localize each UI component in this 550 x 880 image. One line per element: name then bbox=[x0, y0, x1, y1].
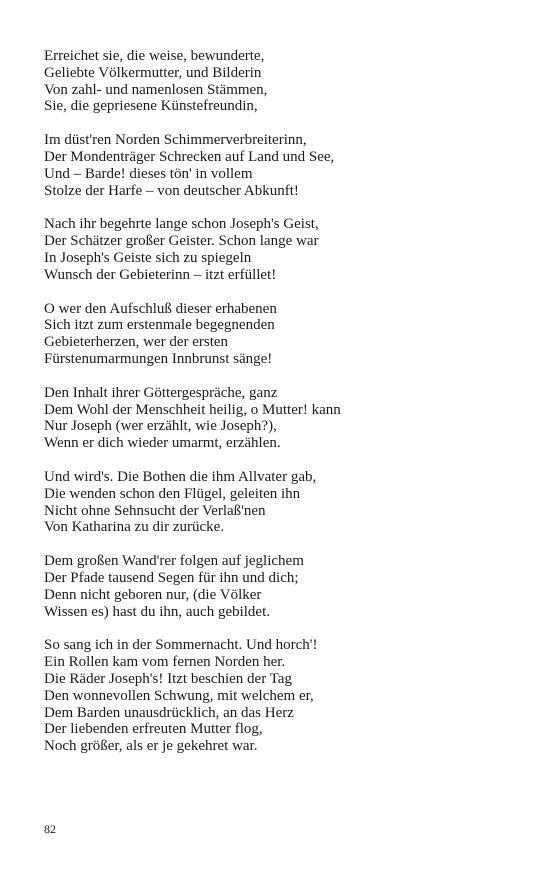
poem-line: Sie, die gepriesene Künstefreundin, bbox=[44, 98, 258, 115]
poem-line: Denn nicht geboren nur, (die Völker bbox=[44, 586, 262, 603]
poem-line: Dem Barden unausdrücklich, an das Herz bbox=[44, 704, 294, 721]
poem-line: Und – Barde! dieses tön' in vollem bbox=[44, 165, 253, 182]
poem-line: Der liebenden erfreuten Mutter flog, bbox=[44, 721, 263, 738]
poem-line: In Joseph's Geiste sich zu spiegeln bbox=[44, 249, 252, 266]
poem-line: Den Inhalt ihrer Göttergespräche, ganz bbox=[44, 384, 278, 401]
poem-line: Ein Rollen kam vom fernen Norden her. bbox=[44, 654, 286, 671]
poem-line: Den wonnevollen Schwung, mit welchem er, bbox=[44, 687, 314, 704]
poem-line: Wenn er dich wieder umarmt, erzählen. bbox=[44, 435, 281, 452]
poem-stanza bbox=[44, 385, 524, 452]
poem-line: Und wird's. Die Bothen die ihm Allvater gab, bbox=[44, 468, 317, 485]
poem-line: Fürstenumarmungen Innbrunst sänge! bbox=[44, 350, 273, 367]
page-number: 82 bbox=[44, 822, 56, 836]
poem-line: Von Katharina zu dir zurücke. bbox=[44, 519, 225, 536]
poem-body bbox=[44, 48, 524, 772]
poem-stanza bbox=[44, 132, 524, 199]
poem-line: Dem großen Wand'rer folgen auf jeglichem bbox=[44, 553, 304, 570]
poem-line: Der Schätzer großer Geister. Schon lange war bbox=[44, 233, 319, 250]
poem-line: Nur Joseph (wer erzählt, wie Joseph?), bbox=[44, 418, 277, 435]
poem-line: Stolze der Harfe – von deutscher Abkunft! bbox=[44, 182, 299, 199]
poem-line: Dem Wohl der Menschheit heilig, o Mutter! kann bbox=[44, 401, 341, 418]
poem-line: Die Räder Joseph's! Itzt beschien der Tag bbox=[44, 670, 292, 687]
poem-line: Sich itzt zum erstenmale begegnenden bbox=[44, 317, 275, 334]
poem-line: Der Mondenträger Schrecken auf Land und See, bbox=[44, 148, 335, 165]
poem-line: Wunsch der Gebieterinn – itzt erfüllet! bbox=[44, 266, 277, 283]
poem-stanza bbox=[44, 48, 524, 115]
poem-stanza bbox=[44, 553, 524, 620]
poem-line: So sang ich in der Sommernacht. Und horch'! bbox=[44, 637, 318, 654]
poem-stanza bbox=[44, 469, 524, 536]
poem-line: Noch größer, als er je gekehret war. bbox=[44, 738, 258, 755]
poem-line: Geliebte Völkermutter, und Bilderin bbox=[44, 64, 262, 81]
poem-line: Nicht ohne Sehnsucht der Verlaß'nen bbox=[44, 502, 266, 519]
poem-stanza bbox=[44, 216, 524, 283]
poem-line: Die wenden schon den Flügel, geleiten ihn bbox=[44, 485, 301, 502]
poem-line: Nach ihr begehrte lange schon Joseph's Geist, bbox=[44, 216, 319, 233]
poem-line: Wissen es) hast du ihn, auch gebildet. bbox=[44, 603, 271, 620]
poem-line: Erreichet sie, die weise, bewunderte, bbox=[44, 48, 265, 64]
poem-line: Im düst'ren Norden Schimmerverbreiterinn, bbox=[44, 132, 307, 149]
poem-line: O wer den Aufschluß dieser erhabenen bbox=[44, 300, 277, 317]
poem-line: Von zahl- und namenlosen Stämmen, bbox=[44, 81, 268, 98]
poem-stanza bbox=[44, 301, 524, 368]
poem-line: Gebieterherzen, wer der ersten bbox=[44, 334, 229, 351]
poem-line: Der Pfade tausend Segen für ihn und dich; bbox=[44, 569, 299, 586]
poem-stanza bbox=[44, 637, 524, 755]
